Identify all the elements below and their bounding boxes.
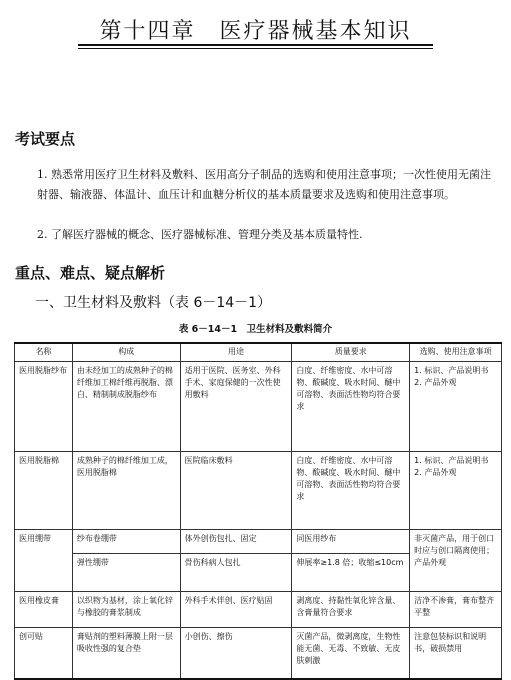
cell-name: 医用橡皮膏 bbox=[15, 591, 73, 627]
cell-composition: 膏贴剂的塑料薄膜上附一层吸收性强的复合垫 bbox=[72, 627, 180, 679]
exam-point-1-text: 1. 熟悉常用医疗卫生材料及敷料、医用高分子制品的选购和使用注意事项；一次性使用无菌注射器、输液器、体温计、血压计和血糖分析仪的基本质量要求及选购和使用注意事项。 bbox=[37, 168, 491, 201]
cell-notes: 非灭菌产品，用于创口时应与创口隔离使用；产品外观 bbox=[410, 529, 502, 591]
chapter-rule-top bbox=[78, 44, 433, 46]
cell-composition: 纱布卷绷带 bbox=[72, 529, 180, 553]
cell-composition: 成熟种子的棉纤维加工成，医用脱脂棉 bbox=[72, 451, 180, 529]
cell-usage: 医院临床敷料 bbox=[180, 451, 292, 529]
cell-composition: 由未经加工的成熟种子的棉纤维加工棉纤维再脱脂、漂白、精制制成脱脂纱布 bbox=[72, 361, 180, 451]
cell-notes: 1. 标识、产品说明书 2. 产品外观 bbox=[410, 451, 502, 529]
cell-notes: 洁净不渗膏，膏布整齐平整 bbox=[410, 591, 502, 627]
header-quality: 质量要求 bbox=[292, 343, 410, 361]
table-header-row bbox=[15, 343, 502, 361]
table-row bbox=[15, 627, 502, 679]
exam-point-2 bbox=[15, 225, 499, 245]
table-row bbox=[15, 361, 502, 451]
chapter-title: 第十四章 医疗器械基本知识 bbox=[99, 19, 412, 44]
materials-table bbox=[14, 342, 502, 680]
exam-point-1 bbox=[15, 165, 499, 205]
chapter-rule-bottom bbox=[78, 48, 433, 49]
table-row bbox=[15, 529, 502, 553]
cell-notes: 1. 标识、产品说明书 2. 产品外观 bbox=[410, 361, 502, 451]
header-name: 名称 bbox=[15, 343, 73, 361]
cell-usage: 体外创伤包扎、固定 bbox=[180, 529, 292, 553]
header-composition: 构成 bbox=[72, 343, 180, 361]
cell-composition: 以织物为基材，涂上氧化锌与橡胶的膏浆制成 bbox=[72, 591, 180, 627]
cell-name: 医用绷带 bbox=[15, 529, 73, 591]
cell-quality: 伸展率≥1.8 倍；收缩≤10cm bbox=[292, 553, 410, 591]
cell-quality: 白度、纤维密度、水中可溶物、酸碱度、吸水时间、醚中可溶物、表面活性物均符合要求 bbox=[292, 451, 410, 529]
cell-quality: 同医用纱布 bbox=[292, 529, 410, 553]
cell-quality: 灭菌产品，微剥离度，生物性能无菌、无毒、不致敏、无皮肤刺激 bbox=[292, 627, 410, 679]
subsection-heading: 一、卫生材料及敷料（表 6－14－1） bbox=[35, 295, 272, 311]
header-notes: 选购、使用注意事项 bbox=[410, 343, 502, 361]
cell-composition: 弹性绷带 bbox=[72, 553, 180, 591]
table-row bbox=[15, 451, 502, 529]
cell-quality: 剥离度、持黏性氧化锌含量、含膏量符合要求 bbox=[292, 591, 410, 627]
cell-notes: 注意包装标识和说明书，破损禁用 bbox=[410, 627, 502, 679]
header-usage: 用途 bbox=[180, 343, 292, 361]
cell-quality: 白度、纤维密度、水中可溶物、酸碱度、吸水时间、醚中可溶物、表面活性物均符合要求 bbox=[292, 361, 410, 451]
cell-usage: 适用于医院、医务室、外科手术、家庭保健的一次性使用敷料 bbox=[180, 361, 292, 451]
cell-name: 医用脱脂纱布 bbox=[15, 361, 73, 451]
cell-usage: 小创伤、擦伤 bbox=[180, 627, 292, 679]
cell-name: 创可贴 bbox=[15, 627, 73, 679]
table-row bbox=[15, 591, 502, 627]
cell-usage: 骨伤科病人包扎 bbox=[180, 553, 292, 591]
table-caption: 表 6－14－1 卫生材料及敷料简介 bbox=[178, 324, 333, 335]
exam-point-2-text: 2. 了解医疗器械的概念、医疗器械标准、管理分类及基本质量特性. bbox=[37, 228, 363, 241]
key-points-heading: 重点、难点、疑点解析 bbox=[15, 264, 166, 282]
exam-points-heading: 考试要点 bbox=[15, 130, 76, 148]
cell-usage: 外科手术伴创、医疗贴固 bbox=[180, 591, 292, 627]
cell-name: 医用脱脂棉 bbox=[15, 451, 73, 529]
